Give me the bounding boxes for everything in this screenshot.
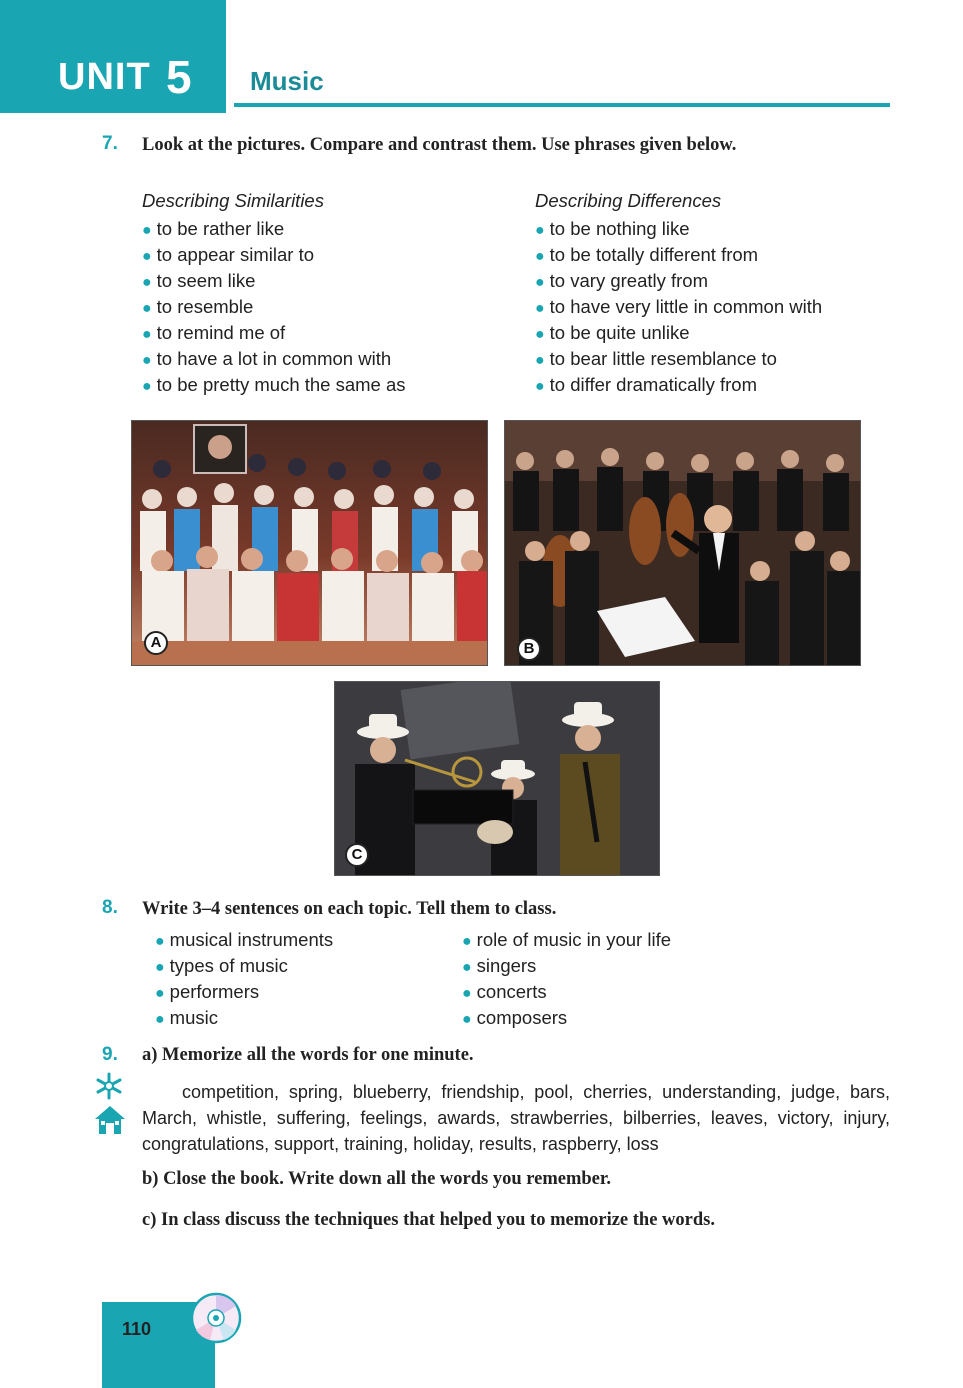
unit-number: 5 bbox=[166, 51, 192, 103]
list-item: ● role of music in your life bbox=[462, 929, 671, 950]
list-item: ● to seem like bbox=[142, 270, 256, 291]
header-divider bbox=[234, 103, 890, 107]
list-item: ● concerts bbox=[462, 981, 547, 1002]
exercise-8-instruction: Write 3–4 sentences on each topic. Tell them to class. bbox=[142, 899, 557, 919]
picture-label-c: C bbox=[345, 843, 369, 867]
unit-title: Music bbox=[250, 66, 324, 96]
exercise-9-part-c: c) In class discuss the techniques that helped you to memorize the words. bbox=[142, 1210, 715, 1230]
bullet-icon: ● bbox=[155, 1011, 165, 1028]
bullet-icon: ● bbox=[142, 248, 152, 265]
bullet-icon: ● bbox=[535, 274, 545, 291]
photo-c-jazz-band bbox=[334, 681, 660, 876]
memorize-word-list: competition, spring, blueberry, friendship, pool, cherries, understanding, judge, bars, March, whistle, suffering, feelings, awards, strawberries, bilberries, leaves, victory, injury, congratulations, support, training, holiday, results, raspberry, loss bbox=[142, 1082, 890, 1154]
bullet-icon: ● bbox=[462, 1011, 472, 1028]
exercise-9-number: 9. bbox=[102, 1044, 118, 1065]
exercise-7-number: 7. bbox=[102, 133, 118, 154]
list-item: ● singers bbox=[462, 955, 537, 976]
bullet-icon: ● bbox=[155, 959, 165, 976]
house-icon bbox=[94, 1105, 126, 1135]
list-item: ● to be totally different from bbox=[535, 244, 759, 265]
folk-ensemble-illustration bbox=[132, 421, 488, 666]
differences-list bbox=[535, 190, 822, 398]
bullet-icon: ● bbox=[462, 959, 472, 976]
exercise-8-number: 8. bbox=[102, 897, 118, 918]
topics-right-list bbox=[462, 927, 671, 1031]
list-item: ● to have a lot in common with bbox=[142, 348, 392, 369]
list-item: ● to vary greatly from bbox=[535, 270, 708, 291]
bullet-icon: ● bbox=[142, 378, 152, 395]
bullet-icon: ● bbox=[535, 326, 545, 343]
exercise-7-instruction: Look at the pictures. Compare and contrast them. Use phrases given below. bbox=[142, 135, 737, 155]
bullet-icon: ● bbox=[142, 222, 152, 239]
bullet-icon: ● bbox=[142, 326, 152, 343]
unit-label: UNIT bbox=[58, 56, 151, 98]
photo-a-folk-ensemble bbox=[131, 420, 488, 666]
list-item: ● music bbox=[155, 1007, 218, 1028]
list-item: ● performers bbox=[155, 981, 260, 1002]
list-item: ● to appear similar to bbox=[142, 244, 314, 265]
similarities-list bbox=[142, 190, 406, 398]
list-item: ● to be nothing like bbox=[535, 218, 690, 239]
unit-banner bbox=[0, 0, 226, 113]
list-item: ● to be pretty much the same as bbox=[142, 374, 406, 395]
bullet-icon: ● bbox=[535, 378, 545, 395]
list-item: ● types of music bbox=[155, 955, 288, 976]
jazz-band-illustration bbox=[335, 682, 660, 876]
photo-b-orchestra bbox=[504, 420, 861, 666]
bullet-icon: ● bbox=[142, 352, 152, 369]
bullet-icon: ● bbox=[462, 985, 472, 1002]
picture-label-a: A bbox=[144, 631, 168, 655]
topics-left-list bbox=[155, 927, 333, 1031]
orchestra-illustration bbox=[505, 421, 861, 666]
exercise-9-part-a: a) Memorize all the words for one minute. bbox=[142, 1045, 474, 1065]
bullet-icon: ● bbox=[535, 300, 545, 317]
list-item: ● to be rather like bbox=[142, 218, 285, 239]
bullet-icon: ● bbox=[535, 352, 545, 369]
cd-icon bbox=[190, 1292, 242, 1344]
page-number: 110 bbox=[122, 1319, 152, 1339]
list-item: ● to resemble bbox=[142, 296, 254, 317]
picture-label-b: B bbox=[517, 637, 541, 661]
differences-heading: Describing Differences bbox=[535, 190, 722, 211]
bullet-icon: ● bbox=[535, 248, 545, 265]
list-item: ● musical instruments bbox=[155, 929, 334, 950]
list-item: ● to be quite unlike bbox=[535, 322, 690, 343]
bullet-icon: ● bbox=[155, 933, 165, 950]
exercise-9-part-b: b) Close the book. Write down all the words you remember. bbox=[142, 1169, 612, 1189]
bullet-icon: ● bbox=[142, 274, 152, 291]
list-item: ● to have very little in common with bbox=[535, 296, 823, 317]
bullet-icon: ● bbox=[462, 933, 472, 950]
asterisk-icon bbox=[94, 1071, 124, 1101]
list-item: ● composers bbox=[462, 1007, 568, 1028]
bullet-icon: ● bbox=[155, 985, 165, 1002]
bullet-icon: ● bbox=[142, 300, 152, 317]
list-item: ● to bear little resemblance to bbox=[535, 348, 777, 369]
list-item: ● to remind me of bbox=[142, 322, 286, 343]
list-item: ● to differ dramatically from bbox=[535, 374, 758, 395]
similarities-heading: Describing Similarities bbox=[142, 190, 324, 211]
bullet-icon: ● bbox=[535, 222, 545, 239]
